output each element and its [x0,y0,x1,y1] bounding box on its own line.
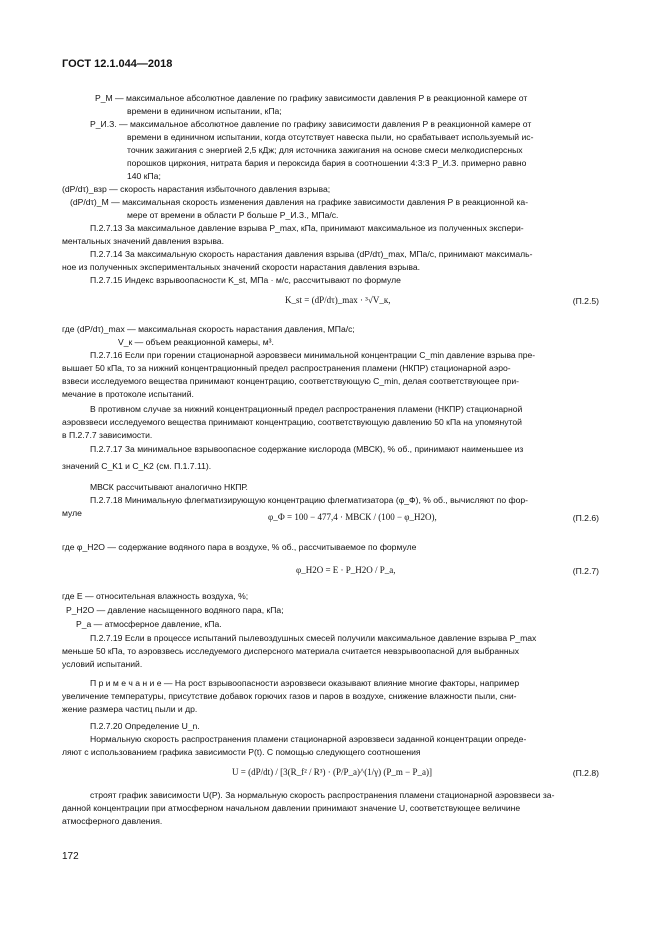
text-line: где φ_H2O — содержание водяного пара в воздухе, % об., рассчитываемое по формуле [62,542,417,552]
text-line: П.2.7.15 Индекс взрывоопасности K_st, МПа · м/с, рассчитывают по формуле [90,275,401,285]
text-line: ное из полученных экспериментальных значений скорости нарастания давления взрыва. [62,262,420,272]
text-line: значений C_K1 и C_K2 (см. П.1.7.11). [62,461,212,471]
text-line: муле [62,508,82,518]
text-line: данной концентрации при атмосферном начальном давлении принимают значение U, соответствующее величине [62,803,521,813]
text-line: П.2.7.16 Если при горении стационарной аэровзвеси минимальной концентрации C_min давление взрыва пре- [90,350,536,360]
text-line: П.2.7.20 Определение U_n. [90,721,200,731]
equation-number: (П.2.5) [572,296,599,306]
text-line: атмосферного давления. [62,816,163,826]
text-line: аэровзвеси исследуемого вещества принимают концентрацию, соответствующую давлению 50 кПа на упомянутой [62,417,522,427]
text-line: мере от времени в области P больше P_И.З., МПа/с. [127,210,339,220]
text-line: где (dP/dτ)_max — максимальная скорость нарастания давления, МПа/с; [62,324,355,334]
text-line: Нормальную скорость распространения пламени стационарной аэровзвеси заданной концентрации опреде- [90,734,527,744]
text-line: точник зажигания с энергией 2,5 кДж; для источника зажигания на основе смеси мелкодисперсных [127,145,523,155]
equation-number: (П.2.6) [572,513,599,523]
text-line: 140 кПа; [127,171,161,181]
text-line: МВСК рассчитывают аналогично НКПР. [90,482,248,492]
text-line: П.2.7.14 За максимальную скорость нарастания давления взрыва (dP/dτ)_max, МПа/с, принимают максималь- [90,249,533,259]
text-line: V_к — объем реакционной камеры, м³. [118,337,274,347]
text-line: (dP/dτ)_взр — скорость нарастания избыточного давления взрыва; [62,184,331,194]
formula-p26: φ_Ф = 100 − 477,4 · МВСК / (100 − φ_H2O), [268,512,437,522]
text-line: ментальных значений давления взрыва. [62,236,224,246]
text-line: (dP/dτ)_M — максимальная скорость изменения давления на графике зависимости давления P в реакционной ка- [70,197,529,207]
text-line: P_M — максимальное абсолютное давление по графику зависимости давления P в реакционной камере от [95,93,528,103]
formula-p27: φ_H2O = E · P_H2O / P_a, [296,565,396,575]
text-line: мечание в протоколе испытаний. [62,389,194,399]
text-line: порошков циркония, нитрата бария и пероксида бария в соотношении 4:3:3 P_И.З. примерно равно [127,158,527,168]
text-line: условий испытаний. [62,659,143,669]
text-line: меньше 50 кПа, то аэровзвесь исследуемого дисперсного материала считается невзрывоопасной для выбранных [62,646,520,656]
text-line: времени в единичном испытании, когда отсутствует навеска пыли, но срабатывает используемый ис- [127,132,534,142]
text-line: вышает 50 кПа, то за нижний концентрационный предел распространения пламени (НКПР) стационарной аэро- [62,363,511,373]
text-line: П.2.7.19 Если в процессе испытаний пылевоздушных смесей получили максимальное давление взрыва P_max [90,633,537,643]
text-line: строят график зависимости U(P). За нормальную скорость распространения пламени стационарной аэровзвеси за- [90,790,555,800]
text-line: П.2.7.17 За минимальное взрывоопасное содержание кислорода (МВСК), % об., принимают наименьшее из [90,444,524,454]
text-line: увеличение температуры, присутствие добавок горючих газов и паров в воздухе, снижение влажности пыли, сни- [62,691,517,701]
document-header: ГОСТ 12.1.044—2018 [62,58,173,70]
text-line: жение размера частиц пыли и др. [62,704,198,714]
text-line: где E — относительная влажность воздуха, %; [62,591,249,601]
text-line: взвеси исследуемого вещества принимают концентрацию, соответствующую C_min, делая соответствующее при- [62,376,519,386]
equation-number: (П.2.7) [572,566,599,576]
text-line: П.2.7.13 За максимальное давление взрыва P_max, кПа, принимают максимальное из полученных экспери- [90,223,524,233]
equation-number: (П.2.8) [572,768,599,778]
text-line: П.2.7.18 Минимальную флегматизирующую концентрацию флегматизатора (φ_Ф), % об., вычисляют по фор- [90,495,528,505]
text-line: ляют с использованием графика зависимости P(t). С помощью следующего соотношения [62,747,421,757]
text-line: В противном случае за нижний концентрационный предел распространения пламени (НКПР) стационарной [90,404,523,414]
page-number: 172 [62,851,79,862]
text-line: П р и м е ч а н и е — На рост взрывоопасности аэровзвеси оказывают влияние многие факторы, например [90,678,520,688]
formula-p28: U = (dP/dt) / [3(R_f² / R³) · (P/P_a)^(1/γ) (P_m − P_a)] [232,767,432,777]
text-line: P_H2O — давление насыщенного водяного пара, кПа; [66,605,284,615]
text-line: времени в единичном испытании, кПа; [127,106,282,116]
text-line: в П.2.7.7 зависимости. [62,430,153,440]
formula-p25: K_st = (dP/dτ)_max · ³√V_к, [285,295,391,305]
text-line: P_a — атмосферное давление, кПа. [76,619,222,629]
text-line: P_И.З. — максимальное абсолютное давление по графику зависимости давления P в реакционной камере от [90,119,532,129]
